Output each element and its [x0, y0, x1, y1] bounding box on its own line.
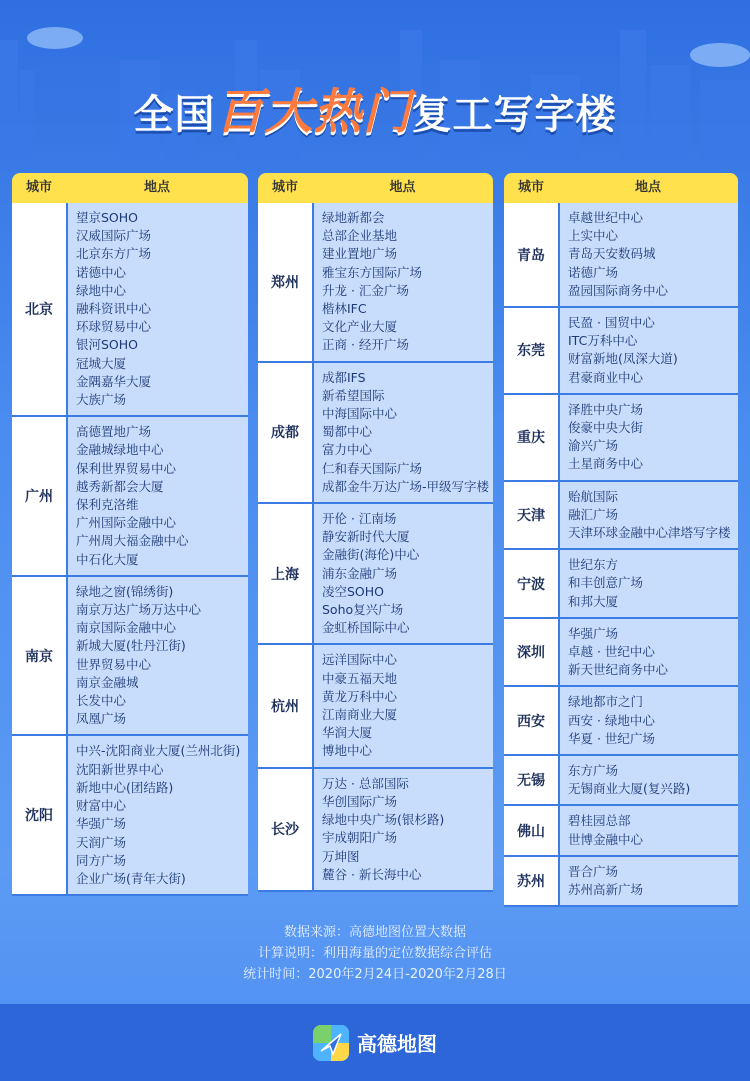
- amap-logo-icon: [313, 1025, 349, 1061]
- table-row: [504, 687, 738, 756]
- table-column-1: [12, 173, 248, 896]
- table-row: [504, 203, 738, 308]
- place-item: 碧桂园总部: [568, 813, 631, 829]
- place-item: 中豪五福天地: [322, 670, 398, 686]
- data-notes: [0, 922, 750, 985]
- table-row: [504, 756, 738, 806]
- place-item: 金隅嘉华大厦: [76, 373, 152, 389]
- place-item: 仁和春天国际广场: [322, 460, 423, 476]
- place-item: 诺德中心: [76, 264, 127, 280]
- places-cell: [560, 857, 738, 905]
- city-cell: 东莞: [504, 308, 558, 393]
- note-method: 计算说明：利用海量的定位数据综合评估: [257, 946, 492, 961]
- place-item: 绿地之窗(锦绣街): [76, 583, 174, 599]
- place-item: 楷林IFC: [322, 301, 367, 317]
- place-item: 博地中心: [322, 743, 373, 759]
- table-row: [258, 363, 493, 504]
- place-item: 和丰创意广场: [568, 575, 644, 591]
- places-cell: [68, 203, 248, 415]
- place-item: 绿地中央广场(银杉路): [322, 812, 445, 828]
- place-item: 总部企业基地: [322, 228, 398, 244]
- place-item: 南京国际金融中心: [76, 620, 177, 636]
- place-item: 财富新地(凤深大道): [568, 351, 678, 367]
- header-city: 城市: [271, 180, 298, 195]
- place-item: 万坤图: [322, 848, 360, 864]
- place-item: 浦东金融广场: [322, 565, 398, 581]
- places-cell: [68, 736, 248, 894]
- place-item: 同方广场: [76, 852, 127, 868]
- city-cell: 杭州: [258, 645, 312, 766]
- place-item: 大族广场: [76, 392, 127, 408]
- city-cell: 天津: [504, 482, 558, 549]
- place-item: 上实中心: [568, 228, 619, 244]
- page-title: [0, 82, 750, 142]
- place-item: 长发中心: [76, 693, 127, 709]
- table-row: [504, 806, 738, 856]
- table-row: [12, 417, 248, 577]
- city-cell: 佛山: [504, 806, 558, 854]
- places-cell: [314, 645, 493, 766]
- city-cell: 成都: [258, 363, 312, 502]
- places-cell: [560, 482, 738, 549]
- place-item: 融汇广场: [568, 506, 619, 522]
- city-cell: 西安: [504, 687, 558, 754]
- place-item: 银河SOHO: [76, 337, 139, 353]
- table-row: [258, 504, 493, 645]
- place-item: 广州国际金融中心: [76, 515, 177, 531]
- place-item: 华创国际广场: [322, 793, 398, 809]
- place-item: 保利克洛维: [76, 497, 139, 513]
- places-cell: [560, 395, 738, 480]
- place-item: 升龙 · 汇金广场: [322, 282, 409, 298]
- places-cell: [314, 504, 493, 643]
- table-row: [504, 308, 738, 395]
- places-cell: [68, 417, 248, 575]
- place-item: 宇成朝阳广场: [322, 830, 398, 846]
- place-item: 渝兴广场: [568, 438, 619, 454]
- places-cell: [560, 756, 738, 804]
- header-city: 城市: [517, 180, 544, 195]
- title-highlight: 百大热门: [215, 84, 412, 140]
- place-item: 南京万达广场万达中心: [76, 602, 202, 618]
- place-item: 新天世纪商务中心: [568, 662, 669, 678]
- places-cell: [314, 769, 493, 890]
- city-cell: 广州: [12, 417, 66, 575]
- places-cell: [314, 203, 493, 361]
- table-row: [504, 857, 738, 907]
- place-item: 富力中心: [322, 442, 373, 458]
- place-item: 越秀新都会大厦: [76, 478, 164, 494]
- city-cell: 重庆: [504, 395, 558, 480]
- place-item: 北京东方广场: [76, 246, 152, 262]
- place-item: 天津环球金融中心津塔写字楼: [568, 525, 731, 541]
- table-body: [12, 203, 248, 896]
- place-item: 汉威国际广场: [76, 228, 152, 244]
- place-item: 开伦 · 江南场: [322, 511, 397, 527]
- places-cell: [68, 577, 248, 735]
- place-item: 华夏 · 世纪广场: [568, 730, 655, 746]
- city-cell: 宁波: [504, 550, 558, 617]
- table-body: [504, 203, 738, 907]
- place-item: 正商 · 经开广场: [322, 337, 409, 353]
- place-item: 金融城绿地中心: [76, 442, 164, 458]
- table-row: [12, 577, 248, 737]
- place-item: 成都金牛万达广场-甲级写字楼: [322, 478, 490, 494]
- place-item: 冠城大厦: [76, 355, 127, 371]
- place-item: ITC万科中心: [568, 333, 638, 349]
- place-item: 天润广场: [76, 834, 127, 850]
- place-item: 江南商业大厦: [322, 707, 398, 723]
- place-item: 土星商务中心: [568, 456, 644, 472]
- header-place: 地点: [143, 180, 170, 195]
- place-item: 绿地都市之门: [568, 694, 644, 710]
- brand-name: 高德地图: [357, 1032, 437, 1056]
- city-cell: 上海: [258, 504, 312, 643]
- place-item: 东方广场: [568, 763, 619, 779]
- places-cell: [560, 308, 738, 393]
- place-item: 泽胜中央广场: [568, 401, 644, 417]
- table-row: [504, 550, 738, 619]
- place-item: 远洋国际中心: [322, 652, 398, 668]
- place-item: 新城大厦(牡丹江街): [76, 638, 186, 654]
- places-cell: [560, 806, 738, 854]
- place-item: 凤凰广场: [76, 711, 127, 727]
- place-item: 华强广场: [76, 816, 127, 832]
- place-item: 苏州高新广场: [568, 882, 644, 898]
- place-item: 青岛天安数码城: [568, 246, 656, 262]
- place-item: 雅宝东方国际广场: [322, 264, 423, 280]
- place-item: 金虹桥国际中心: [322, 620, 410, 636]
- places-cell: [560, 619, 738, 686]
- table-row: [258, 203, 493, 363]
- city-cell: 无锡: [504, 756, 558, 804]
- table-row: [258, 645, 493, 768]
- table-header: [12, 173, 248, 203]
- places-cell: [560, 550, 738, 617]
- place-item: 世博金融中心: [568, 831, 644, 847]
- table-row: [258, 769, 493, 892]
- place-item: 凌空SOHO: [322, 583, 385, 599]
- places-cell: [314, 363, 493, 502]
- city-cell: 苏州: [504, 857, 558, 905]
- place-item: 新地中心(团结路): [76, 779, 174, 795]
- place-item: 万达 · 总部国际: [322, 775, 409, 791]
- place-item: 绿地中心: [76, 282, 127, 298]
- place-item: 新希望国际: [322, 387, 385, 403]
- place-item: 诺德广场: [568, 264, 619, 280]
- place-item: 世纪东方: [568, 557, 619, 573]
- place-item: 民盈 · 国贸中心: [568, 315, 655, 331]
- place-item: 世界贸易中心: [76, 656, 152, 672]
- place-item: 华润大厦: [322, 725, 373, 741]
- places-cell: [560, 687, 738, 754]
- place-item: 蜀都中心: [322, 424, 373, 440]
- place-item: 和邦大厦: [568, 593, 619, 609]
- place-item: 中海国际中心: [322, 406, 398, 422]
- place-item: 高德置地广场: [76, 424, 152, 440]
- place-item: 中兴-沈阳商业大厦(兰州北街): [76, 743, 241, 759]
- header-city: 城市: [25, 180, 52, 195]
- city-cell: 南京: [12, 577, 66, 735]
- table-row: [12, 736, 248, 896]
- place-item: 保利世界贸易中心: [76, 460, 177, 476]
- header-place: 地点: [634, 180, 661, 195]
- place-item: 文化产业大厦: [322, 319, 398, 335]
- place-item: 中石化大厦: [76, 551, 139, 567]
- table-row: [504, 619, 738, 688]
- place-item: 绿地新都会: [322, 210, 385, 225]
- place-item: 南京金融城: [76, 674, 139, 690]
- table-row: [12, 203, 248, 417]
- city-cell: 青岛: [504, 203, 558, 306]
- table-column-3: [504, 173, 738, 907]
- table-header: [504, 173, 738, 203]
- place-item: 卓越 · 世纪中心: [568, 644, 655, 660]
- place-item: 建业置地广场: [322, 246, 398, 262]
- city-cell: 深圳: [504, 619, 558, 686]
- place-item: 成都IFS: [322, 369, 366, 385]
- place-item: 无锡商业大厦(复兴路): [568, 781, 691, 797]
- place-item: 晋合广场: [568, 863, 619, 879]
- note-source: 数据来源：高德地图位置大数据: [283, 925, 466, 940]
- city-cell: 郑州: [258, 203, 312, 361]
- place-item: 卓越世纪中心: [568, 210, 644, 225]
- place-item: 俊豪中央大街: [568, 420, 644, 436]
- table-column-2: [258, 173, 493, 892]
- footer: [0, 1004, 750, 1081]
- place-item: 广州周大福金融中心: [76, 533, 189, 549]
- place-item: 君豪商业中心: [568, 369, 644, 385]
- table-row: [504, 395, 738, 482]
- title-post: 复工写字楼: [411, 92, 617, 138]
- place-item: 融科资讯中心: [76, 301, 152, 317]
- header-place: 地点: [389, 180, 416, 195]
- place-item: 金融街(海伦)中心: [322, 547, 420, 563]
- places-cell: [560, 203, 738, 306]
- table-row: [504, 482, 738, 551]
- table-header: [258, 173, 493, 203]
- place-item: 西安 · 绿地中心: [568, 712, 655, 728]
- place-item: 环球贸易中心: [76, 319, 152, 335]
- place-item: 财富中心: [76, 798, 127, 814]
- place-item: 望京SOHO: [76, 210, 139, 225]
- place-item: 麓谷 · 新长海中心: [322, 866, 422, 882]
- title-pre: 全国: [133, 92, 216, 138]
- place-item: 黄龙万科中心: [322, 688, 398, 704]
- city-cell: 沈阳: [12, 736, 66, 894]
- place-item: Soho复兴广场: [322, 602, 404, 618]
- city-cell: 长沙: [258, 769, 312, 890]
- place-item: 沈阳新世界中心: [76, 761, 164, 777]
- city-cell: 北京: [12, 203, 66, 415]
- place-item: 华强广场: [568, 625, 619, 641]
- note-period: 统计时间：2020年2月24日-2020年2月28日: [243, 967, 507, 982]
- place-item: 企业广场(青年大街): [76, 870, 186, 886]
- table-body: [258, 203, 493, 892]
- place-item: 静安新时代大厦: [322, 529, 410, 545]
- place-item: 盈园国际商务中心: [568, 282, 669, 298]
- place-item: 贻航国际: [568, 488, 619, 504]
